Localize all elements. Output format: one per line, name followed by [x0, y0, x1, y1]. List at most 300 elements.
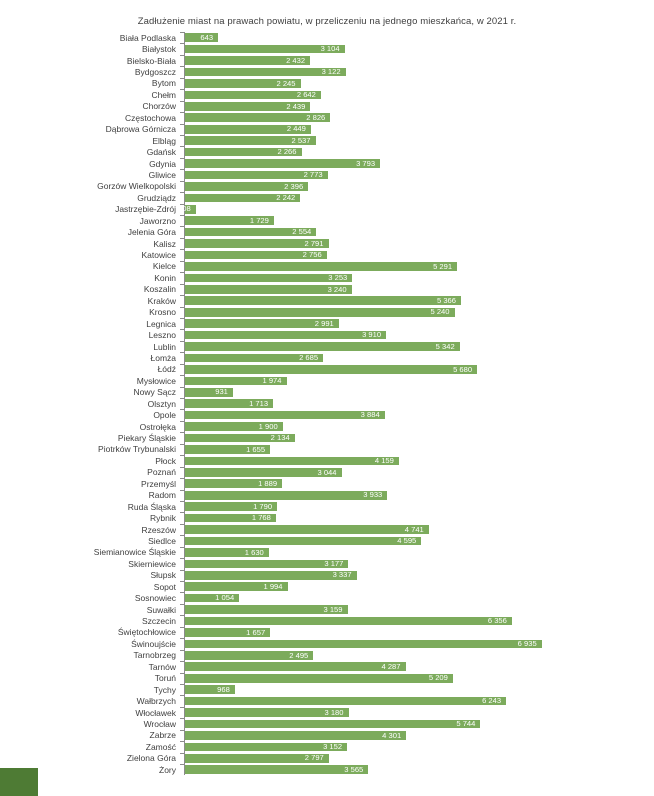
bar-area [184, 284, 654, 295]
bar-row [0, 364, 654, 375]
value-label: 2 266 [277, 147, 297, 157]
bar-row [0, 192, 654, 203]
bar-area [184, 673, 654, 684]
bar-area [184, 638, 654, 649]
bar-area [184, 307, 654, 318]
bar-area [184, 101, 654, 112]
value-label: 2 791 [304, 238, 324, 248]
bar [185, 582, 288, 591]
bar-row [0, 181, 654, 192]
bar-area [184, 341, 654, 352]
category-label: Świętochłowice [117, 627, 176, 638]
bar-area [184, 478, 654, 489]
bar-row [0, 226, 654, 237]
category-label: Bielsko-Biała [126, 55, 176, 66]
value-label: 1 790 [253, 501, 273, 511]
value-label: 1 900 [258, 421, 278, 431]
bar-area [184, 661, 654, 672]
bar-row [0, 501, 654, 512]
bar-row [0, 455, 654, 466]
bar-row [0, 204, 654, 215]
bar [185, 628, 270, 637]
bar-row [0, 638, 654, 649]
bar-area [184, 181, 654, 192]
bar-row [0, 592, 654, 603]
category-label: Krosno [149, 307, 176, 318]
bar-area [184, 295, 654, 306]
bar-area [184, 764, 654, 775]
bar [185, 102, 310, 111]
bar-area [184, 112, 654, 123]
bar-row [0, 375, 654, 386]
bar [185, 228, 316, 237]
bar-row [0, 89, 654, 100]
category-label: Toruń [154, 673, 176, 684]
bar-area [184, 89, 654, 100]
category-label: Siemianowice Śląskie [93, 547, 176, 558]
category-label: Kalisz [153, 238, 176, 249]
bar [185, 457, 399, 466]
category-label: Przemyśl [141, 478, 176, 489]
category-label: Katowice [141, 250, 176, 261]
bar [185, 594, 239, 603]
category-label: Płock [155, 455, 176, 466]
bar-row [0, 387, 654, 398]
bar-row [0, 249, 654, 260]
value-label: 5 366 [436, 295, 456, 305]
category-label: Żory [159, 764, 176, 775]
bar [185, 708, 349, 717]
category-label: Gdynia [149, 158, 176, 169]
value-label: 1 713 [249, 398, 269, 408]
bar-area [184, 238, 654, 249]
value-label: 2 495 [289, 650, 309, 660]
value-label: 5 680 [453, 364, 473, 374]
value-label: 2 991 [314, 318, 334, 328]
bar-row [0, 261, 654, 272]
value-label: 4 287 [381, 661, 401, 671]
bar-row [0, 329, 654, 340]
category-label: Rybnik [150, 513, 176, 524]
bar [185, 411, 385, 420]
bar [185, 617, 512, 626]
bar-area [184, 215, 654, 226]
value-label: 1 054 [215, 593, 235, 603]
value-label: 643 [200, 32, 214, 42]
category-label: Jelenia Góra [127, 227, 176, 238]
bar-area [184, 352, 654, 363]
value-label: 2 537 [291, 135, 311, 145]
bar-area [184, 604, 654, 615]
bar-area [184, 467, 654, 478]
bar [185, 548, 269, 557]
bar-row [0, 650, 654, 661]
bar-area [184, 501, 654, 512]
bar-area [184, 684, 654, 695]
bar-row [0, 272, 654, 283]
bar-row [0, 490, 654, 501]
value-label: 2 756 [302, 250, 322, 260]
bar-row [0, 730, 654, 741]
value-label: 5 209 [428, 673, 448, 683]
value-label: 6 356 [487, 616, 507, 626]
bar [185, 377, 287, 386]
value-label: 1 655 [246, 444, 266, 454]
bar-row [0, 318, 654, 329]
bar-area [184, 66, 654, 77]
category-label: Piotrków Trybunalski [98, 444, 176, 455]
bar-row [0, 661, 654, 672]
value-label: 2 449 [286, 124, 306, 134]
category-label: Ruda Śląska [127, 501, 176, 512]
value-label: 1 729 [249, 215, 269, 225]
category-label: Sosnowiec [134, 593, 176, 604]
bar [185, 319, 339, 328]
category-label: Chorzów [142, 101, 176, 112]
bar [185, 399, 273, 408]
bar-area [184, 650, 654, 661]
value-label: 2 134 [270, 433, 290, 443]
bar [185, 514, 276, 523]
value-label: 1 889 [258, 478, 278, 488]
category-label: Koszalin [143, 284, 176, 295]
bar-area [184, 455, 654, 466]
bar-area [184, 169, 654, 180]
bar-area [184, 592, 654, 603]
bar-row [0, 707, 654, 718]
bar-area [184, 43, 654, 54]
value-label: 3 565 [344, 764, 364, 774]
bar-area [184, 627, 654, 638]
category-label: Grudziądz [137, 192, 176, 203]
bar [185, 571, 357, 580]
value-label: 4 595 [397, 536, 417, 546]
category-label: Tychy [153, 684, 176, 695]
category-label: Białystok [141, 44, 176, 55]
category-label: Suwałki [146, 604, 176, 615]
bar-row [0, 673, 654, 684]
value-label: 2 439 [286, 101, 306, 111]
category-label: Biała Podlaska [119, 32, 176, 43]
bar [185, 525, 429, 534]
category-label: Skierniewice [128, 558, 176, 569]
bar-row [0, 112, 654, 123]
bar-row [0, 295, 654, 306]
bar-area [184, 55, 654, 66]
category-label: Legnica [146, 318, 176, 329]
bar [185, 45, 345, 54]
value-label: 2 797 [304, 753, 324, 763]
category-label: Włocławek [135, 707, 176, 718]
bar-row [0, 615, 654, 626]
bar [185, 56, 310, 65]
value-label: 6 935 [517, 639, 537, 649]
bar [185, 33, 218, 42]
bar [185, 445, 270, 454]
category-label: Mysłowice [136, 375, 176, 386]
bar-area [184, 146, 654, 157]
bar [185, 159, 380, 168]
value-label: 1 630 [244, 547, 264, 557]
bar-area [184, 421, 654, 432]
category-label: Tarnów [148, 661, 176, 672]
bar-area [184, 261, 654, 272]
bar-area [184, 387, 654, 398]
bar-row [0, 627, 654, 638]
bar-row [0, 524, 654, 535]
value-label: 1 994 [263, 581, 283, 591]
value-label: 2 642 [296, 90, 316, 100]
corner-accent-block [0, 768, 38, 796]
category-label: Częstochowa [124, 112, 176, 123]
bar-area [184, 78, 654, 89]
bar-row [0, 764, 654, 775]
bar-area [184, 718, 654, 729]
bar [178, 204, 196, 214]
bar-row [0, 444, 654, 455]
bar-row [0, 352, 654, 363]
bar-row [0, 169, 654, 180]
bar [185, 502, 277, 511]
value-label: 1 657 [246, 627, 266, 637]
bar [185, 285, 352, 294]
bar [185, 365, 477, 374]
value-label: 968 [217, 684, 230, 694]
category-label: Tarnobrzeg [133, 650, 176, 661]
bar [185, 91, 321, 100]
value-label: 3 253 [328, 273, 348, 283]
value-label: 3 044 [317, 467, 337, 477]
value-label: 3 933 [363, 490, 383, 500]
bar-row [0, 753, 654, 764]
category-label: Łomża [150, 352, 176, 363]
value-label: 2 773 [303, 170, 323, 180]
bar-area [184, 615, 654, 626]
bar-area [184, 695, 654, 706]
value-label: 5 342 [435, 341, 455, 351]
category-label: Gliwice [148, 169, 176, 180]
bar [185, 651, 313, 660]
bar [185, 171, 328, 180]
bar-area [178, 204, 654, 215]
bar [185, 125, 311, 134]
category-label: Radom [148, 490, 176, 501]
category-label: Rzeszów [141, 524, 176, 535]
bar-row [0, 535, 654, 546]
bar-row [0, 341, 654, 352]
bar-row [0, 547, 654, 558]
bar [185, 491, 387, 500]
bar [185, 113, 330, 122]
value-label: 208 [178, 204, 191, 214]
category-label: Łódź [157, 364, 176, 375]
value-label: 3 884 [360, 410, 380, 420]
bar-area [184, 226, 654, 237]
bar [185, 422, 283, 431]
value-label: 3 910 [362, 330, 382, 340]
bar [185, 68, 346, 77]
bar-area [184, 364, 654, 375]
value-label: 3 152 [323, 742, 343, 752]
bar [185, 194, 300, 203]
bar-row [0, 432, 654, 443]
bar [185, 662, 406, 671]
bar-area [184, 272, 654, 283]
value-label: 1 974 [262, 376, 282, 386]
value-label: 3 104 [320, 44, 340, 54]
category-label: Wrocław [143, 718, 176, 729]
bar-area [184, 249, 654, 260]
bar-row [0, 43, 654, 54]
bar-row [0, 238, 654, 249]
bar [185, 262, 457, 271]
bar-area [184, 32, 654, 43]
value-label: 3 793 [356, 158, 376, 168]
bar [185, 560, 348, 569]
bar [185, 479, 282, 488]
bar-row [0, 146, 654, 157]
category-label: Dąbrowa Górnicza [105, 124, 176, 135]
bar [185, 251, 327, 260]
bar-area [184, 547, 654, 558]
value-label: 2 245 [276, 78, 296, 88]
category-label: Elbląg [152, 135, 176, 146]
bar-area [184, 570, 654, 581]
bar-area [184, 135, 654, 146]
bar [185, 754, 329, 763]
value-label: 4 301 [382, 730, 402, 740]
bar-area [184, 535, 654, 546]
bar [185, 674, 453, 683]
category-label: Słupsk [150, 570, 176, 581]
bar-area [184, 524, 654, 535]
bar-area [184, 444, 654, 455]
bar [185, 216, 274, 225]
value-label: 2 554 [292, 227, 312, 237]
category-label: Chełm [151, 89, 176, 100]
bar-area [184, 512, 654, 523]
category-label: Jastrzębie-Zdrój [115, 204, 176, 215]
value-label: 6 243 [482, 696, 502, 706]
bar-row [0, 604, 654, 615]
category-label: Jaworzno [139, 215, 176, 226]
bar [185, 697, 506, 706]
bar [185, 720, 480, 729]
bar-row [0, 467, 654, 478]
category-label: Zielona Góra [126, 753, 176, 764]
bar [185, 685, 235, 694]
category-label: Opole [153, 410, 176, 421]
bar-row [0, 307, 654, 318]
bar [185, 743, 347, 752]
bar [185, 468, 342, 477]
bar [185, 640, 542, 649]
bar-row [0, 284, 654, 295]
category-label: Poznań [147, 467, 176, 478]
value-label: 2 685 [299, 353, 319, 363]
category-label: Leszno [148, 330, 176, 341]
category-label: Olsztyn [147, 398, 176, 409]
bar-area [184, 158, 654, 169]
bar [185, 148, 302, 157]
value-label: 2 432 [286, 55, 306, 65]
bar-area [184, 192, 654, 203]
bar [185, 239, 329, 248]
value-label: 3 159 [323, 604, 343, 614]
category-label: Piekary Śląskie [117, 433, 176, 444]
bar-area [184, 741, 654, 752]
category-label: Nowy Sącz [133, 387, 176, 398]
bar [185, 136, 316, 145]
bar-row [0, 66, 654, 77]
bar-row [0, 741, 654, 752]
bar-row [0, 718, 654, 729]
value-label: 3 177 [324, 559, 344, 569]
bar-area [184, 730, 654, 741]
value-label: 3 337 [332, 570, 352, 580]
value-label: 3 180 [324, 707, 344, 717]
bar-area [184, 329, 654, 340]
bar-row [0, 409, 654, 420]
bar [185, 354, 323, 363]
value-label: 3 240 [327, 284, 347, 294]
category-label: Ostrołęka [139, 421, 176, 432]
bar [185, 537, 421, 546]
bar [185, 765, 368, 774]
bar-row [0, 398, 654, 409]
bar-row [0, 124, 654, 135]
bar-area [184, 558, 654, 569]
bar-area [184, 581, 654, 592]
bar [185, 605, 348, 614]
bar [185, 79, 301, 88]
bar-area [184, 490, 654, 501]
bar [185, 331, 386, 340]
value-label: 5 240 [430, 307, 450, 317]
bar [185, 731, 406, 740]
category-label: Siedlce [148, 535, 176, 546]
chart-title: Zadłużenie miast na prawach powiatu, w przeliczeniu na jednego mieszkańca, w 2021 r. [137, 16, 517, 27]
category-label: Konin [154, 272, 176, 283]
bar [185, 296, 461, 305]
bar-area [184, 409, 654, 420]
category-label: Sopot [153, 581, 176, 592]
bar-row [0, 695, 654, 706]
category-label: Wałbrzych [136, 696, 176, 707]
category-label: Bydgoszcz [134, 67, 176, 78]
bar-area [184, 124, 654, 135]
bar-area [184, 707, 654, 718]
bar-area [184, 753, 654, 764]
bar-area [184, 398, 654, 409]
bar-row [0, 158, 654, 169]
bar-row [0, 478, 654, 489]
value-label: 931 [215, 387, 228, 397]
bar-row [0, 581, 654, 592]
category-label: Szczecin [141, 616, 176, 627]
bar-area [184, 318, 654, 329]
bar-row [0, 135, 654, 146]
bar-row [0, 215, 654, 226]
bar [185, 342, 460, 351]
bar [185, 274, 352, 283]
category-label: Zamość [145, 741, 176, 752]
bar-row [0, 512, 654, 523]
value-label: 4 159 [374, 456, 394, 466]
category-label: Bytom [151, 78, 176, 89]
category-label: Gorzów Wielkopolski [97, 181, 176, 192]
value-label: 5 744 [456, 719, 476, 729]
